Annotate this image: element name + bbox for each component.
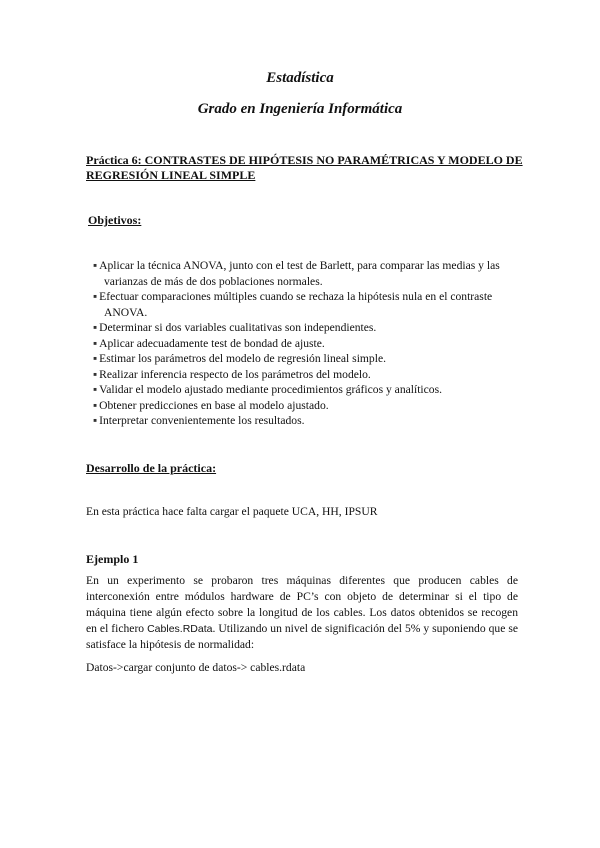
bullet-icon: ▪ (93, 321, 98, 334)
objective-text: Validar el modelo ajustado mediante procedimientos gráficos y analíticos. (99, 383, 443, 396)
list-item (88, 320, 528, 336)
bullet-icon: ▪ (93, 398, 98, 412)
objetivos-heading: Objetivos: (88, 213, 142, 227)
desarrollo-heading: Desarrollo de la práctica: (86, 461, 217, 475)
menu-path: Datos->cargar conjunto de datos-> cables.rdata (86, 661, 306, 674)
ejemplo-paragraph (86, 573, 518, 653)
desarrollo-intro: En esta práctica hace falta cargar el paquete UCA, HH, IPSUR (86, 505, 378, 518)
list-item (88, 398, 528, 414)
objective-text: Realizar inferencia respecto de los parámetros del modelo. (99, 367, 371, 381)
objectives-list (88, 258, 528, 429)
objective-text: Interpretar convenientemente los resultados. (99, 414, 305, 427)
objective-text: Determinar si dos variables cualitativas son independientes. (99, 321, 377, 334)
list-item (88, 367, 528, 383)
bullet-icon: ▪ (93, 290, 98, 303)
bullet-icon: ▪ (93, 352, 98, 365)
list-item (88, 336, 528, 352)
bullet-icon: ▪ (93, 367, 98, 381)
document-title: Estadística (266, 70, 334, 86)
ejemplo-text-after: . Utilizando un nivel de significación del 5% y suponiendo que se satisface la hipótesis de normalidad: (86, 622, 518, 651)
list-item (88, 258, 528, 289)
objective-text: Aplicar adecuadamente test de bondad de ajuste. (99, 336, 325, 350)
list-item (88, 413, 528, 429)
document-subtitle: Grado en Ingeniería Informática (197, 101, 403, 117)
objective-text: Efectuar comparaciones múltiples cuando se rechaza la hipótesis nula en el contraste ANOVA. (99, 290, 493, 319)
filename: Cables.RData (147, 623, 213, 635)
bullet-icon: ▪ (93, 336, 98, 350)
bullet-icon: ▪ (93, 414, 98, 427)
objective-text: Estimar los parámetros del modelo de regresión lineal simple. (99, 352, 386, 365)
bullet-icon: ▪ (93, 383, 98, 396)
ejemplo-text-before: En un experimento se probaron tres máquinas diferentes que producen cables de interconexión entre módulos hardware de PC’s con objeto de determinar si el tipo de máquina tiene algún efecto sobre la longitud de los cables. Los datos obtenidos se recogen en el fichero (86, 574, 518, 635)
list-item (88, 351, 528, 367)
bullet-icon: ▪ (93, 259, 98, 272)
objective-text: Obtener predicciones en base al modelo ajustado. (99, 398, 329, 412)
practica-heading: Práctica 6: CONTRASTES DE HIPÓTESIS NO PARAMÉTRICAS Y MODELO DE REGRESIÓN LINEAL SIMPLE (86, 153, 523, 182)
list-item (88, 289, 528, 320)
ejemplo-heading: Ejemplo 1 (86, 552, 139, 566)
objective-text: Aplicar la técnica ANOVA, junto con el test de Barlett, para comparar las medias y las varianzas de más de dos poblaciones normales. (99, 259, 500, 288)
list-item (88, 382, 528, 398)
